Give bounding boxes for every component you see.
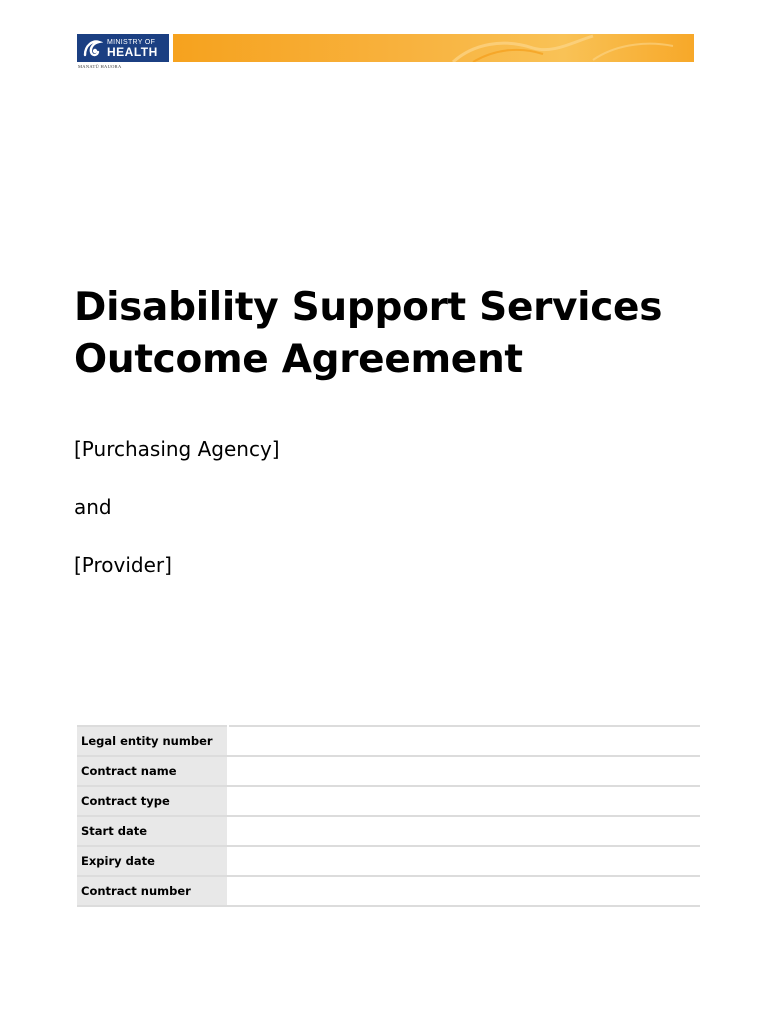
banner-swirl-graphic	[173, 34, 694, 62]
table-row	[77, 726, 700, 756]
start-date-field[interactable]	[228, 816, 700, 846]
logo-text-line2: HEALTH	[107, 44, 158, 59]
logo-text-line1: MINISTRY OF	[107, 38, 156, 46]
page-header	[77, 34, 694, 72]
table-row	[77, 876, 700, 906]
row-label: Expiry date	[77, 846, 228, 876]
title-line-1: Disability Support Services	[74, 285, 663, 330]
row-label: Contract name	[77, 756, 228, 786]
contract-name-field[interactable]	[228, 756, 700, 786]
title-line-2: Outcome Agreement	[74, 337, 523, 382]
contract-number-field[interactable]	[228, 876, 700, 906]
legal-entity-number-field[interactable]	[228, 726, 700, 756]
purchasing-agency-placeholder: [Purchasing Agency]	[74, 437, 280, 461]
connector-text: and	[74, 495, 112, 519]
row-label: Legal entity number	[77, 726, 228, 756]
row-label: Contract type	[77, 786, 228, 816]
logo-tagline: MANATŪ HAUORA	[78, 64, 122, 69]
table-row	[77, 846, 700, 876]
table-row	[77, 816, 700, 846]
ministry-of-health-logo	[77, 34, 169, 62]
table-row	[77, 786, 700, 816]
contract-details-table	[77, 725, 700, 907]
row-label: Start date	[77, 816, 228, 846]
expiry-date-field[interactable]	[228, 846, 700, 876]
table-row	[77, 756, 700, 786]
document-title	[74, 282, 724, 386]
contract-type-field[interactable]	[228, 786, 700, 816]
row-label: Contract number	[77, 876, 228, 906]
koru-icon	[81, 37, 103, 59]
provider-placeholder: [Provider]	[74, 553, 172, 577]
header-banner	[173, 34, 694, 62]
